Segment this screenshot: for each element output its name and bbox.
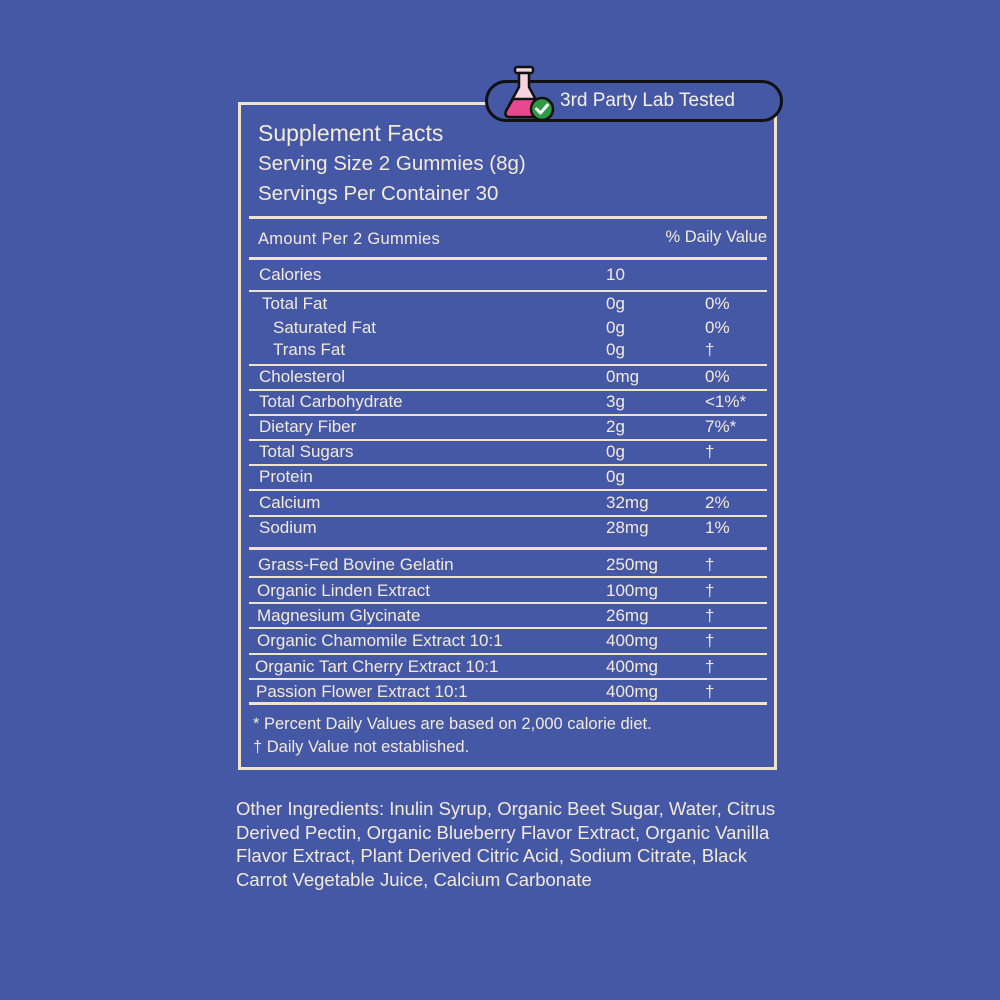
- serving-size: Serving Size 2 Gummies (8g): [258, 152, 526, 175]
- panel-title: Supplement Facts: [258, 120, 444, 146]
- nutrient-name: Total Sugars: [259, 442, 354, 461]
- nutrient-amount: 28mg: [606, 518, 649, 537]
- footnote-percent-dv: * Percent Daily Values are based on 2,000 calorie diet.: [253, 715, 652, 733]
- divider: [249, 439, 767, 441]
- ingredient-name: Organic Linden Extract: [257, 581, 430, 600]
- ingredient-dv: †: [705, 606, 715, 625]
- lab-tested-badge: [485, 80, 783, 122]
- nutrient-amount: 0g: [606, 340, 625, 359]
- nutrient-name: Protein: [259, 467, 313, 486]
- nutrient-row-dietary-fiber: [0, 417, 1000, 439]
- nutrient-amount: 0mg: [606, 367, 640, 386]
- nutrient-row-total-sugars: [0, 442, 1000, 464]
- nutrient-dv: 0%: [705, 367, 730, 386]
- ingredient-dv: †: [705, 581, 715, 600]
- nutrient-row-total-fat: [0, 294, 1000, 316]
- nutrient-amount: 0g: [606, 442, 625, 461]
- ingredient-row: [0, 555, 1000, 577]
- nutrient-dv: 0%: [705, 294, 730, 313]
- ingredient-amount: 400mg: [606, 682, 658, 701]
- nutrient-row-saturated-fat: [0, 318, 1000, 340]
- ingredient-name: Passion Flower Extract 10:1: [256, 682, 468, 701]
- ingredient-dv: †: [705, 555, 715, 574]
- ingredient-amount: 100mg: [606, 581, 658, 600]
- ingredient-dv: †: [705, 682, 715, 701]
- nutrient-amount: 0g: [606, 294, 625, 313]
- nutrient-amount: 10: [606, 265, 625, 284]
- ingredient-row: [0, 657, 1000, 679]
- badge-label: 3rd Party Lab Tested: [560, 90, 735, 111]
- nutrient-dv: †: [705, 442, 715, 461]
- footnote-dagger: † Daily Value not established.: [253, 738, 470, 756]
- nutrient-name: Cholesterol: [259, 367, 345, 386]
- nutrient-amount: 3g: [606, 392, 625, 411]
- nutrient-name: Calories: [259, 265, 322, 284]
- ingredient-dv: †: [705, 657, 715, 676]
- ingredient-name: Organic Tart Cherry Extract 10:1: [255, 657, 499, 676]
- nutrient-amount: 32mg: [606, 493, 649, 512]
- ingredient-row: [0, 606, 1000, 628]
- flask-check-icon: [500, 65, 560, 125]
- nutrient-row-protein: [0, 467, 1000, 489]
- nutrient-name: Sodium: [259, 518, 317, 537]
- nutrient-amount: 0g: [606, 318, 625, 337]
- nutrient-row-total-carbohydrate: [0, 392, 1000, 414]
- ingredient-name: Magnesium Glycinate: [257, 606, 421, 625]
- ingredient-amount: 400mg: [606, 657, 658, 676]
- ingredient-amount: 26mg: [606, 606, 649, 625]
- amount-per-header: Amount Per 2 Gummies: [258, 230, 441, 248]
- other-ingredients: Other Ingredients: Inulin Syrup, Organic Beet Sugar, Water, Citrus Derived Pectin, Organic Blueberry Flavor Extract, Organic Vanilla Flavor Extract, Plant Derived Citric Acid, Sodium Citrate, Black Carrot Vegetable Juice, Calcium Carbonate: [236, 798, 776, 890]
- ingredient-dv: †: [705, 631, 715, 650]
- divider: [249, 515, 767, 517]
- nutrient-row-trans-fat: [0, 340, 1000, 362]
- divider: [249, 290, 767, 292]
- nutrient-dv: 1%: [705, 518, 730, 537]
- divider: [249, 257, 767, 260]
- nutrient-row-sodium: [0, 518, 1000, 540]
- divider: [249, 547, 767, 550]
- nutrient-dv: 2%: [705, 493, 730, 512]
- ingredient-row: [0, 581, 1000, 603]
- divider: [249, 216, 767, 219]
- nutrient-dv: 0%: [705, 318, 730, 337]
- divider: [249, 364, 767, 366]
- daily-value-header: % Daily Value: [665, 228, 767, 246]
- divider: [249, 414, 767, 416]
- nutrient-name: Saturated Fat: [273, 318, 377, 337]
- ingredient-name: Organic Chamomile Extract 10:1: [257, 631, 503, 650]
- divider: [249, 489, 767, 491]
- nutrient-amount: 0g: [606, 467, 625, 486]
- divider: [249, 702, 767, 705]
- nutrient-name: Total Fat: [262, 294, 328, 313]
- divider: [249, 602, 767, 604]
- divider: [249, 653, 767, 655]
- nutrient-row-calcium: [0, 493, 1000, 515]
- nutrient-row-calories: [0, 265, 1000, 287]
- nutrient-name: Trans Fat: [273, 340, 346, 359]
- nutrient-name: Dietary Fiber: [259, 417, 357, 436]
- divider: [249, 576, 767, 578]
- divider: [249, 627, 767, 629]
- ingredient-row: [0, 682, 1000, 704]
- ingredient-name: Grass-Fed Bovine Gelatin: [258, 555, 454, 574]
- nutrient-dv: 7%*: [705, 417, 737, 436]
- nutrient-dv: †: [705, 340, 715, 359]
- servings-per-container: Servings Per Container 30: [258, 182, 499, 205]
- ingredient-amount: 250mg: [606, 555, 658, 574]
- divider: [249, 678, 767, 680]
- nutrient-name: Total Carbohydrate: [259, 392, 403, 411]
- ingredient-amount: 400mg: [606, 631, 658, 650]
- nutrient-name: Calcium: [259, 493, 321, 512]
- nutrient-amount: 2g: [606, 417, 625, 436]
- divider: [249, 389, 767, 391]
- nutrient-row-cholesterol: [0, 367, 1000, 389]
- divider: [249, 464, 767, 466]
- ingredient-row: [0, 631, 1000, 653]
- nutrient-dv: <1%*: [705, 392, 747, 411]
